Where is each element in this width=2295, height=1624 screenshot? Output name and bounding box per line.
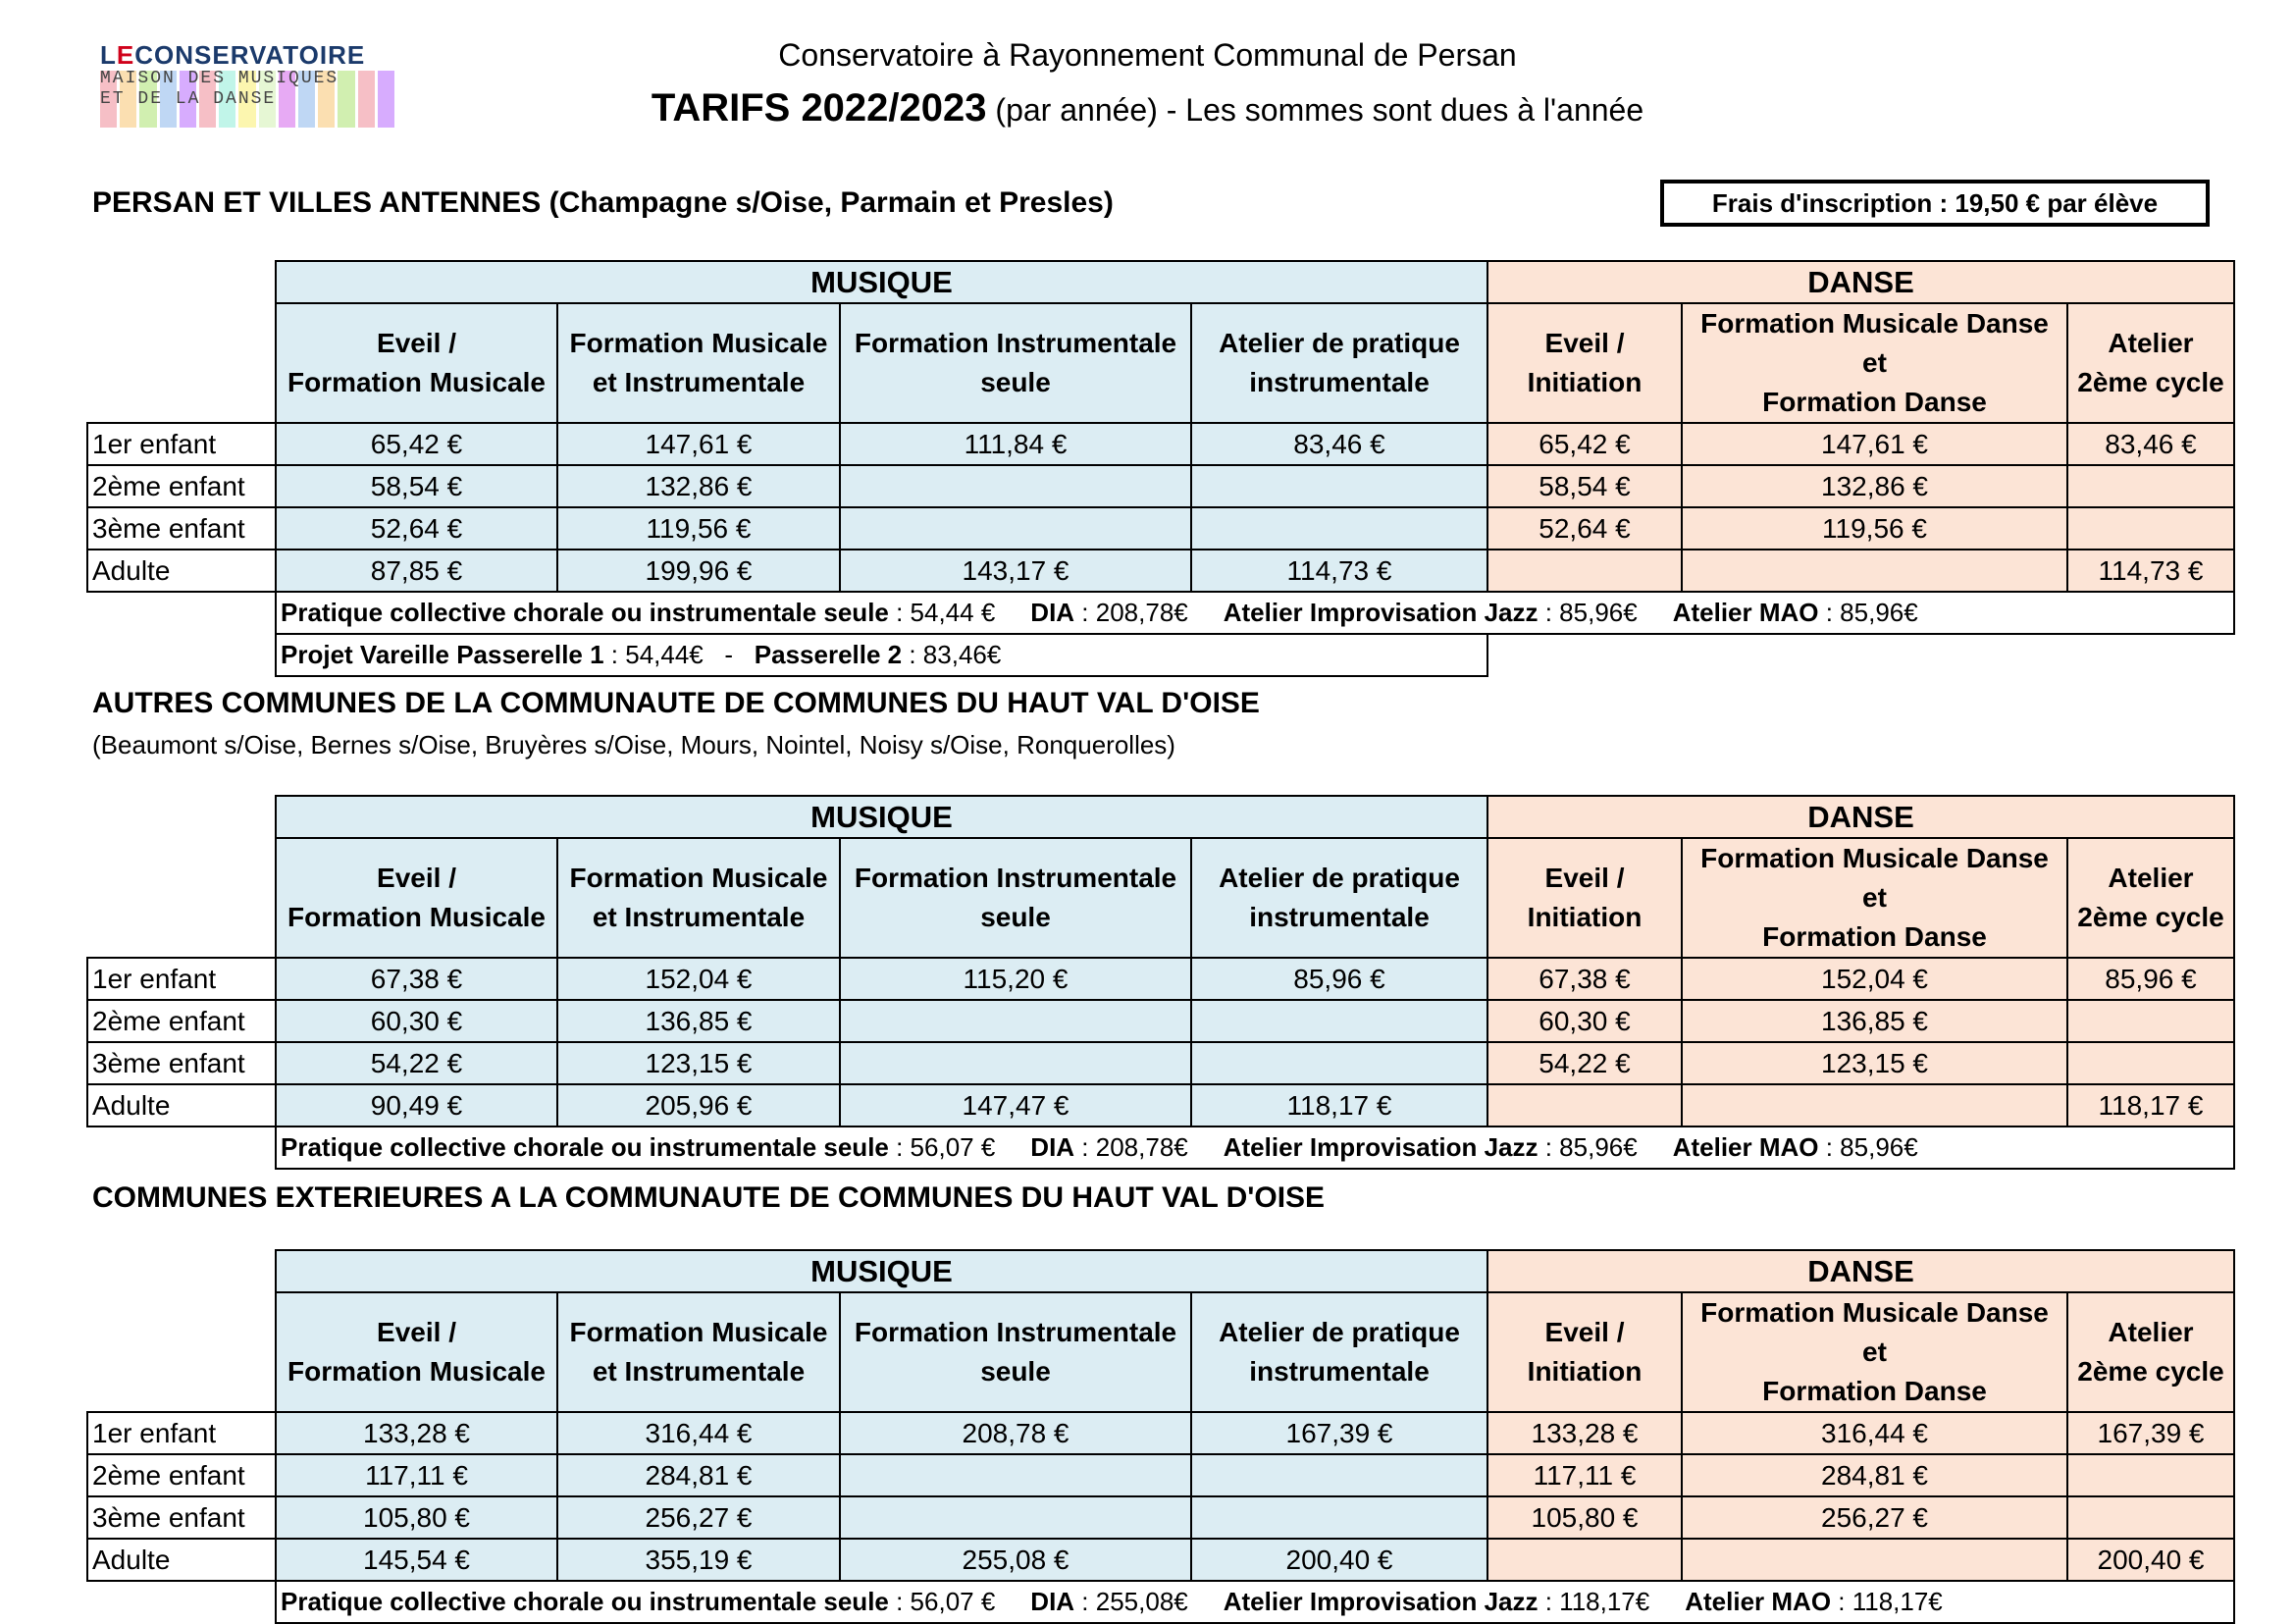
logo-line2: ET DE LA DANSE <box>100 89 277 109</box>
row-label: 1er enfant <box>87 958 276 1000</box>
price-cell: 136,85 € <box>1682 1000 2067 1042</box>
row-label: Adulte <box>87 550 276 592</box>
note-label: Atelier Improvisation Jazz <box>1223 598 1539 627</box>
price-cell: 256,27 € <box>557 1496 840 1539</box>
column-header-line: instrumentale <box>1249 902 1430 932</box>
column-header <box>2067 303 2234 423</box>
price-cell: 199,96 € <box>557 550 840 592</box>
column-header <box>557 838 840 958</box>
group-header-musique: MUSIQUE <box>276 1250 1487 1292</box>
price-cell: 132,86 € <box>557 465 840 507</box>
column-header <box>1191 303 1487 423</box>
note-label: Atelier MAO <box>1672 598 1819 627</box>
price-cell: 200,40 € <box>2067 1539 2234 1581</box>
column-header <box>276 1292 557 1412</box>
price-cell: 67,38 € <box>276 958 557 1000</box>
price-cell <box>840 465 1191 507</box>
logo-wordmark: L E C ONSERVATOIRE <box>100 40 366 70</box>
price-cell: 147,47 € <box>840 1084 1191 1126</box>
column-header-line: Formation Musicale <box>287 1356 546 1387</box>
note-value: : 85,96€ <box>1538 1132 1638 1162</box>
note-label: Atelier Improvisation Jazz <box>1223 1587 1539 1616</box>
corner-blank <box>87 796 276 838</box>
row-label: 2ème enfant <box>87 465 276 507</box>
column-header-line: Eveil / <box>1544 863 1625 893</box>
price-cell: 145,54 € <box>276 1539 557 1581</box>
page-title <box>0 86 2295 131</box>
price-cell: 105,80 € <box>276 1496 557 1539</box>
column-header-line: seule <box>980 902 1051 932</box>
row-label: 2ème enfant <box>87 1000 276 1042</box>
column-header-line: Formation Instrumentale <box>854 863 1177 893</box>
price-cell: 123,15 € <box>557 1042 840 1084</box>
price-cell: 117,11 € <box>1487 1454 1682 1496</box>
price-cell <box>2067 1042 2234 1084</box>
note-label: Atelier MAO <box>1685 1587 1832 1616</box>
note-value: : 56,07 € <box>888 1587 996 1616</box>
note-blank <box>87 1581 276 1623</box>
price-cell: 118,17 € <box>1191 1084 1487 1126</box>
price-cell: 58,54 € <box>276 465 557 507</box>
price-cell <box>1487 1084 1682 1126</box>
note-label: Atelier Improvisation Jazz <box>1223 1132 1539 1162</box>
price-cell <box>1191 465 1487 507</box>
price-cell: 200,40 € <box>1191 1539 1487 1581</box>
column-header-line: Formation Musicale <box>569 863 828 893</box>
column-header-line: Eveil / <box>377 1317 456 1347</box>
additional-fees-note <box>276 1126 2234 1169</box>
group-header-danse: DANSE <box>1487 796 2234 838</box>
price-cell: 87,85 € <box>276 550 557 592</box>
price-cell: 52,64 € <box>1487 507 1682 550</box>
corner-blank <box>87 838 276 958</box>
price-cell: 114,73 € <box>2067 550 2234 592</box>
price-cell: 119,56 € <box>1682 507 2067 550</box>
column-header-line: instrumentale <box>1249 367 1430 397</box>
column-header-line: Formation Musicale <box>569 1317 828 1347</box>
price-cell: 60,30 € <box>1487 1000 1682 1042</box>
price-cell <box>1487 550 1682 592</box>
note-label: DIA <box>1030 598 1075 627</box>
row-label: 2ème enfant <box>87 1454 276 1496</box>
column-header <box>840 303 1191 423</box>
price-cell: 133,28 € <box>1487 1412 1682 1454</box>
column-header <box>2067 838 2234 958</box>
column-header-line: Initiation <box>1527 902 1643 932</box>
column-header-line: instrumentale <box>1249 1356 1430 1387</box>
row-label: Adulte <box>87 1084 276 1126</box>
group-header-danse: DANSE <box>1487 1250 2234 1292</box>
table-row <box>87 958 2234 1000</box>
price-cell: 83,46 € <box>1191 423 1487 465</box>
column-header-line: Formation Musicale <box>287 367 546 397</box>
column-header <box>557 1292 840 1412</box>
price-cell: 167,39 € <box>1191 1412 1487 1454</box>
note-value: : 85,96€ <box>1818 598 1918 627</box>
note-blank <box>87 634 276 676</box>
column-header-line: Formation Musicale <box>569 328 828 358</box>
price-cell <box>1682 1539 2067 1581</box>
price-cell: 119,56 € <box>557 507 840 550</box>
tariff-table-autres <box>86 795 2235 1170</box>
price-cell: 114,73 € <box>1191 550 1487 592</box>
price-cell: 208,78 € <box>840 1412 1191 1454</box>
price-cell: 111,84 € <box>840 423 1191 465</box>
column-header <box>1487 838 1682 958</box>
column-header-line: Formation Danse <box>1762 921 1987 952</box>
column-header <box>1487 303 1682 423</box>
note-blank <box>87 592 276 634</box>
price-cell <box>2067 1000 2234 1042</box>
column-header-line: Atelier <box>2108 328 2194 358</box>
note-value: : 54,44€ - <box>603 640 755 669</box>
note-value: : 118,17€ <box>1538 1587 1650 1616</box>
price-cell <box>2067 1496 2234 1539</box>
tariff-table-persan <box>86 260 2235 677</box>
corner-blank <box>87 1250 276 1292</box>
row-label: 3ème enfant <box>87 507 276 550</box>
column-header <box>1682 1292 2067 1412</box>
section-title-persan: PERSAN ET VILLES ANTENNES (Champagne s/Oise, Parmain et Presles) <box>92 186 1114 219</box>
column-header-line: Eveil / <box>377 863 456 893</box>
section-title-exterieures: COMMUNES EXTERIEURES A LA COMMUNAUTE DE COMMUNES DU HAUT VAL D'OISE <box>92 1181 1326 1214</box>
note-label: Atelier MAO <box>1672 1132 1819 1162</box>
additional-fees-note <box>276 1581 2234 1623</box>
price-cell: 54,22 € <box>276 1042 557 1084</box>
column-header-row <box>87 1292 2234 1412</box>
title-main: TARIFS 2022/2023 <box>651 86 987 130</box>
note-value: : 208,78€ <box>1074 598 1188 627</box>
price-cell <box>1191 1042 1487 1084</box>
price-cell: 316,44 € <box>1682 1412 2067 1454</box>
price-cell: 284,81 € <box>557 1454 840 1496</box>
price-cell <box>1487 1539 1682 1581</box>
column-header-line: Formation Musicale <box>287 902 546 932</box>
price-cell <box>840 1454 1191 1496</box>
column-header-line: Formation Musicale Danse et <box>1700 308 2049 378</box>
note-value: : 118,17€ <box>1831 1587 1943 1616</box>
price-cell: 90,49 € <box>276 1084 557 1126</box>
institution-name: Conservatoire à Rayonnement Communal de Persan <box>778 37 1517 73</box>
column-header-line: et Instrumentale <box>592 902 806 932</box>
column-header-line: Formation Instrumentale <box>854 1317 1177 1347</box>
note-label: Projet Vareille Passerelle 1 <box>281 640 604 669</box>
table-row <box>87 1000 2234 1042</box>
row-label: 1er enfant <box>87 1412 276 1454</box>
section-subtitle-autres: (Beaumont s/Oise, Bernes s/Oise, Bruyères s/Oise, Mours, Nointel, Noisy s/Oise, Ronquerolles) <box>92 730 1175 760</box>
column-header-line: et Instrumentale <box>592 1356 806 1387</box>
price-cell: 133,28 € <box>276 1412 557 1454</box>
column-header-line: Atelier <box>2108 1317 2194 1347</box>
price-cell: 85,96 € <box>1191 958 1487 1000</box>
corner-blank <box>87 261 276 303</box>
price-cell: 132,86 € <box>1682 465 2067 507</box>
row-label: 1er enfant <box>87 423 276 465</box>
price-cell <box>1191 507 1487 550</box>
price-cell: 67,38 € <box>1487 958 1682 1000</box>
note-value: : 255,08€ <box>1074 1587 1188 1616</box>
table-row <box>87 507 2234 550</box>
price-cell <box>840 1496 1191 1539</box>
price-cell: 54,22 € <box>1487 1042 1682 1084</box>
table-row <box>87 1412 2234 1454</box>
price-cell <box>1191 1454 1487 1496</box>
price-cell: 152,04 € <box>1682 958 2067 1000</box>
column-header-line: Formation Danse <box>1762 1376 1987 1406</box>
table-row <box>87 1042 2234 1084</box>
column-header <box>1682 303 2067 423</box>
column-header <box>840 838 1191 958</box>
price-cell: 355,19 € <box>557 1539 840 1581</box>
price-cell: 65,42 € <box>1487 423 1682 465</box>
group-header-row <box>87 1250 2234 1292</box>
price-cell <box>2067 465 2234 507</box>
price-cell: 167,39 € <box>2067 1412 2234 1454</box>
price-cell: 123,15 € <box>1682 1042 2067 1084</box>
price-cell: 205,96 € <box>557 1084 840 1126</box>
price-cell: 117,11 € <box>276 1454 557 1496</box>
note-label: DIA <box>1030 1587 1075 1616</box>
column-header-line: 2ème cycle <box>2077 367 2224 397</box>
price-cell <box>1191 1000 1487 1042</box>
column-header-line: Formation Musicale Danse et <box>1700 843 2049 913</box>
note-value: : 85,96€ <box>1538 598 1638 627</box>
column-header-line: Formation Musicale Danse et <box>1700 1297 2049 1367</box>
price-cell: 85,96 € <box>2067 958 2234 1000</box>
price-cell <box>840 1042 1191 1084</box>
row-label: Adulte <box>87 1539 276 1581</box>
registration-fee-box: Frais d'inscription : 19,50 € par élève <box>1660 180 2210 227</box>
price-cell: 118,17 € <box>2067 1084 2234 1126</box>
price-cell <box>2067 507 2234 550</box>
tariff-table-exterieures <box>86 1249 2235 1624</box>
price-cell: 136,85 € <box>557 1000 840 1042</box>
table-row <box>87 634 2234 676</box>
note-label: DIA <box>1030 1132 1075 1162</box>
note-label: Passerelle 2 <box>754 640 903 669</box>
column-header-line: Formation Danse <box>1762 387 1987 417</box>
note-value: : 208,78€ <box>1074 1132 1188 1162</box>
logo-line1: MAISON DES MUSIQUES <box>100 69 339 88</box>
column-header-line: Atelier <box>2108 863 2194 893</box>
column-header-line: Atelier de pratique <box>1219 328 1460 358</box>
table-row <box>87 1454 2234 1496</box>
note-value: : 83,46€ <box>902 640 1002 669</box>
column-header <box>276 838 557 958</box>
price-cell: 255,08 € <box>840 1539 1191 1581</box>
table-row <box>87 1581 2234 1623</box>
table-row <box>87 423 2234 465</box>
table-row <box>87 1084 2234 1126</box>
column-header-line: Eveil / <box>377 328 456 358</box>
note-value: : 54,44 € <box>888 598 996 627</box>
note-value: : 85,96€ <box>1818 1132 1918 1162</box>
row-label: 3ème enfant <box>87 1496 276 1539</box>
column-header-line: Atelier de pratique <box>1219 1317 1460 1347</box>
column-header-line: seule <box>980 1356 1051 1387</box>
price-cell: 284,81 € <box>1682 1454 2067 1496</box>
column-header <box>276 303 557 423</box>
note-label: Pratique collective chorale ou instrumentale seule <box>281 1132 889 1162</box>
column-header-line: seule <box>980 367 1051 397</box>
section-title-autres: AUTRES COMMUNES DE LA COMMUNAUTE DE COMMUNES DU HAUT VAL D'OISE <box>92 687 1260 719</box>
price-cell <box>2067 1454 2234 1496</box>
column-header-line: 2ème cycle <box>2077 902 2224 932</box>
price-cell <box>1682 550 2067 592</box>
column-header-line: Initiation <box>1527 1356 1643 1387</box>
column-header <box>1487 1292 1682 1412</box>
price-cell: 60,30 € <box>276 1000 557 1042</box>
column-header <box>2067 1292 2234 1412</box>
column-header <box>840 1292 1191 1412</box>
group-header-row <box>87 261 2234 303</box>
column-header <box>557 303 840 423</box>
group-header-musique: MUSIQUE <box>276 796 1487 838</box>
title-suffix: (par année) - Les sommes sont dues à l'année <box>995 92 1644 128</box>
price-cell <box>840 507 1191 550</box>
note-label: Pratique collective chorale ou instrumentale seule <box>281 1587 889 1616</box>
price-cell <box>1191 1496 1487 1539</box>
group-header-musique: MUSIQUE <box>276 261 1487 303</box>
table-row <box>87 1539 2234 1581</box>
note-blank <box>87 1126 276 1169</box>
column-header-line: Eveil / <box>1544 328 1625 358</box>
price-cell: 65,42 € <box>276 423 557 465</box>
column-header <box>1191 1292 1487 1412</box>
column-header-line: et Instrumentale <box>592 367 806 397</box>
corner-blank <box>87 303 276 423</box>
price-cell: 105,80 € <box>1487 1496 1682 1539</box>
note-label: Pratique collective chorale ou instrumentale seule <box>281 598 889 627</box>
column-header <box>1682 838 2067 958</box>
price-cell <box>840 1000 1191 1042</box>
column-header-line: 2ème cycle <box>2077 1356 2224 1387</box>
table-row <box>87 465 2234 507</box>
price-cell: 256,27 € <box>1682 1496 2067 1539</box>
price-cell <box>1682 1084 2067 1126</box>
price-cell: 52,64 € <box>276 507 557 550</box>
table-row <box>87 1126 2234 1169</box>
price-cell: 143,17 € <box>840 550 1191 592</box>
column-header-row <box>87 838 2234 958</box>
column-header <box>1191 838 1487 958</box>
column-header-line: Initiation <box>1527 367 1643 397</box>
corner-blank <box>87 1292 276 1412</box>
price-cell: 58,54 € <box>1487 465 1682 507</box>
project-passerelle-note <box>276 634 1487 676</box>
table-row <box>87 550 2234 592</box>
additional-fees-note <box>276 592 2234 634</box>
price-cell: 316,44 € <box>557 1412 840 1454</box>
note-value: : 56,07 € <box>888 1132 996 1162</box>
price-cell: 147,61 € <box>1682 423 2067 465</box>
table-row <box>87 592 2234 634</box>
column-header-row <box>87 303 2234 423</box>
price-cell: 147,61 € <box>557 423 840 465</box>
column-header-line: Formation Instrumentale <box>854 328 1177 358</box>
table-row <box>87 1496 2234 1539</box>
price-cell: 115,20 € <box>840 958 1191 1000</box>
row-label: 3ème enfant <box>87 1042 276 1084</box>
group-header-danse: DANSE <box>1487 261 2234 303</box>
price-cell: 152,04 € <box>557 958 840 1000</box>
price-cell: 83,46 € <box>2067 423 2234 465</box>
column-header-line: Eveil / <box>1544 1317 1625 1347</box>
column-header-line: Atelier de pratique <box>1219 863 1460 893</box>
group-header-row <box>87 796 2234 838</box>
